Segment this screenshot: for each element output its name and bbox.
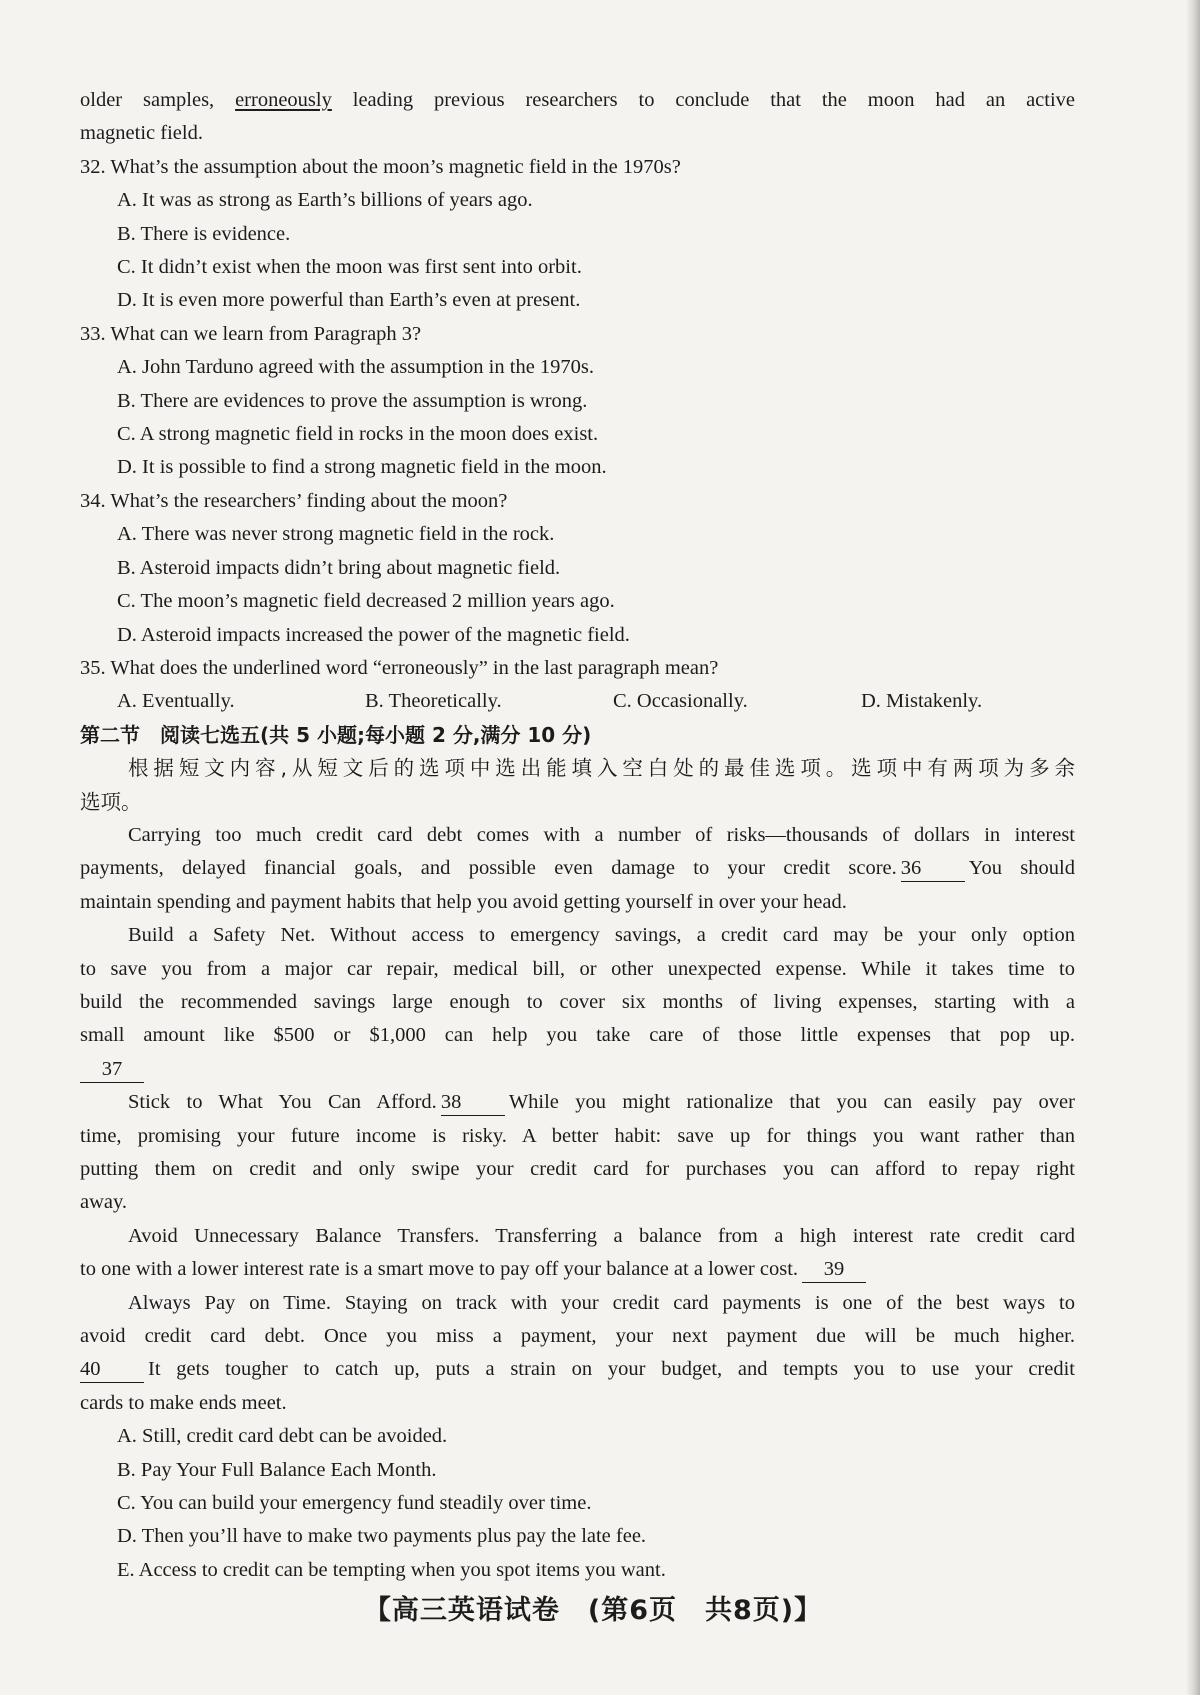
option-b: B. There is evidence. — [117, 222, 291, 245]
option-d: D. Asteroid impacts increased the power of the magnetic field. — [117, 623, 630, 646]
blank-39: 39 — [802, 1256, 866, 1283]
option-c: C. The moon’s magnetic field decreased 2 million years ago. — [117, 590, 615, 613]
question-stem: 35. What does the underlined word “erroneously” in the last paragraph mean? — [80, 656, 719, 679]
question-stem: 34. What’s the researchers’ finding about the moon? — [80, 489, 508, 512]
question-35 — [80, 652, 1075, 719]
passage-paragraph-5: Always Pay on Time. Staying on track with your credit card payments is one of the best ways to avoid credit card debt. Once you miss a payment, your next payment due will be much higher. 40 It gets tougher to catch up, puts a strain on your budget, and tempts you to use your credit cards to make ends meet. — [80, 1291, 1075, 1414]
choice-b: B. Pay Your Full Balance Each Month. — [117, 1458, 437, 1481]
section-instruction-line2: 选项。 — [80, 789, 142, 814]
option-b: B. Theoretically. — [365, 690, 502, 713]
page-edge-shadow — [1186, 0, 1200, 1695]
passage-paragraph-4: Avoid Unnecessary Balance Transfers. Transferring a balance from a high interest rate credit card to one with a lower interest rate is a smart move to pay off your balance at a lower cost. 39 — [80, 1220, 1075, 1287]
passage-end-line1: older samples, erroneously leading previous researchers to conclude that the moon had an active — [80, 89, 1076, 111]
question-stem: 33. What can we learn from Paragraph 3? — [80, 322, 422, 345]
passage-paragraph-3: Stick to What You Can Afford. 38 While you might rationalize that you can easily pay over time, promising your future income is risky. A better habit: save up for things you want rather than putting them on credit and only swipe your credit card for purchases you can afford to repay right away. — [80, 1091, 1075, 1214]
option-c: C. A strong magnetic field in rocks in the moon does exist. — [117, 423, 599, 446]
blank-37: 37 — [80, 1056, 144, 1083]
question-stem: 32. What’s the assumption about the moon’s magnetic field in the 1970s? — [80, 155, 681, 178]
exam-page — [80, 84, 1075, 1587]
option-c: C. It didn’t exist when the moon was first sent into orbit. — [117, 256, 582, 279]
question-32 — [80, 151, 1075, 318]
question-33 — [80, 318, 1075, 485]
choice-e: E. Access to credit can be tempting when you spot items you want. — [117, 1558, 666, 1581]
options-row — [80, 685, 1075, 718]
blank-38: 38 — [441, 1089, 505, 1116]
option-d: D. It is even more powerful than Earth’s even at present. — [117, 289, 581, 312]
choice-a: A. Still, credit card debt can be avoided. — [117, 1425, 448, 1448]
option-b: B. Asteroid impacts didn’t bring about magnetic field. — [117, 556, 561, 579]
choice-c: C. You can build your emergency fund steadily over time. — [117, 1492, 592, 1515]
option-d: D. It is possible to find a strong magnetic field in the moon. — [117, 456, 607, 479]
option-a: A. John Tarduno agreed with the assumption in the 1970s. — [117, 356, 595, 379]
choice-d: D. Then you’ll have to make two payments plus pay the late fee. — [117, 1525, 647, 1548]
passage-paragraph-1: Carrying too much credit card debt comes with a number of risks—thousands of dollars in interest payments, delayed financial goals, and possible even damage to your credit score. 36 You should maintain spending and payment habits that help you avoid getting yourself in over your head. — [80, 823, 1075, 913]
section-instruction-line1: 根据短文内容,从短文后的选项中选出能填入空白处的最佳选项。选项中有两项为多余 — [128, 756, 1075, 781]
option-a: A. Eventually. — [117, 690, 235, 713]
blank-36: 36 — [901, 855, 965, 882]
section-title: 第二节 阅读七选五(共 5 小题;每小题 2 分,满分 10 分) — [80, 722, 592, 747]
blank-40: 40 — [80, 1356, 144, 1383]
option-d: D. Mistakenly. — [861, 690, 983, 713]
question-34 — [80, 485, 1075, 652]
page-footer: 【高三英语试卷 (第6页 共8页)】 — [363, 1595, 823, 1626]
passage-end-line2: magnetic field. — [80, 122, 203, 145]
option-c: C. Occasionally. — [613, 690, 748, 713]
option-a: A. It was as strong as Earth’s billions of years ago. — [117, 189, 533, 212]
underlined-word: erroneously — [235, 89, 332, 111]
answer-choices — [80, 1420, 1075, 1587]
passage-paragraph-2: Build a Safety Net. Without access to emergency savings, a credit card may be your only option to save you from a major car repair, medical bill, or other unexpected expense. While it takes time to build the recommended savings large enough to cover six months of living expenses, starting with a small amount like $500 or $1,000 can help you take care of those little expenses that pop up. 37 — [80, 919, 1075, 1086]
option-a: A. There was never strong magnetic field in the rock. — [117, 523, 555, 546]
option-b: B. There are evidences to prove the assumption is wrong. — [117, 389, 588, 412]
